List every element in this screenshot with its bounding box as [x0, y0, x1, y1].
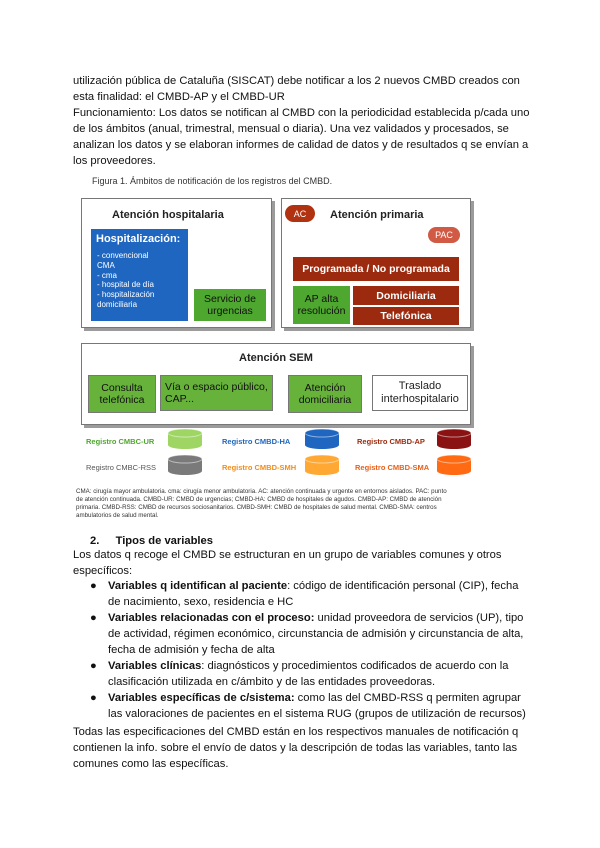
text-line: Todas las especificaciones del CMBD están en los respectivos manuales de notificación q — [73, 726, 519, 738]
high-resolution-box — [293, 286, 350, 324]
transfer-box — [372, 375, 468, 411]
box-label: telefónica — [99, 394, 145, 406]
box-label: Vía o espacio público, — [165, 381, 268, 393]
item-bold: Variables clínicas — [108, 660, 202, 672]
closing-paragraph — [73, 724, 533, 772]
item-bold: Variables específicas de c/sistema: — [108, 692, 295, 704]
list-item — [88, 578, 528, 610]
hospitalization-item: - hospital de día — [97, 280, 154, 290]
section-intro — [73, 547, 533, 579]
legend-label: Registro CMBC-UR — [86, 437, 155, 446]
legend-label: Registro CMBD-SMH — [222, 463, 297, 472]
hospitalization-item: - convencional — [97, 251, 149, 260]
item-text: : diagnósticos y procedimientos codificados de acuerdo con la — [201, 660, 509, 672]
item-text: : código de identificación personal (CIP), fecha — [287, 580, 519, 592]
hospitalization-item: domiciliaria — [97, 299, 138, 309]
hospitalization-item: - hospitalización — [97, 290, 155, 300]
text-line: específicos: — [73, 565, 133, 577]
text-line: esta finalidad: el CMBD-AP y el CMBD-UR — [73, 91, 285, 103]
list-item — [88, 658, 528, 690]
item-bold: Variables q identifican al paciente — [108, 580, 288, 592]
text-line: de los ámbitos (anual, trimestral, mensual o diaria). Una vez validados y procesados, se — [73, 123, 509, 135]
scheduled-box: Programada / No programada — [293, 257, 459, 281]
item-text: las valoraciones de pacientes en el sistema RUG (grupos de utilización de recursos) — [108, 708, 526, 720]
box-label: resolución — [297, 305, 346, 317]
text-line: comunes como las específicas. — [73, 758, 229, 770]
bullet-icon: ● — [90, 692, 97, 704]
section-number: 2. — [90, 535, 100, 547]
ac-badge: AC — [285, 205, 315, 222]
box-label: AP alta — [304, 293, 339, 305]
phone-consult-box — [88, 375, 156, 413]
legend-label: Registro CMBD-AP — [357, 437, 425, 446]
box-label: Consulta — [101, 382, 143, 394]
item-text: fecha de admisión y fecha de alta — [108, 644, 275, 656]
bullet-icon: ● — [90, 660, 97, 672]
text-line: Los datos q recoge el CMBD se estructuran en un grupo de variables comunes y otros — [73, 549, 502, 561]
database-icon — [437, 455, 471, 475]
hospitalization-item: CMA — [97, 260, 115, 270]
legend-label: Registro CMBD-SMA — [355, 463, 430, 472]
public-space-box — [160, 375, 273, 411]
figure-note — [76, 488, 528, 520]
bullet-icon: ● — [90, 580, 97, 592]
database-icon — [168, 455, 202, 475]
emergency-service-box — [194, 289, 266, 321]
box-label: interhospitalario — [381, 393, 459, 405]
primary-care-title: Atención primaria — [330, 209, 424, 221]
item-bold: Variables relacionadas con el proceso: — [108, 612, 315, 624]
hospitalization-box — [91, 229, 188, 321]
figure-caption: Figura 1. Ámbitos de notificación de los registros del CMBD. — [92, 176, 333, 186]
box-label: CAP... — [165, 393, 194, 405]
text-line: contienen la info. sobre el envío de datos y la descripción de todas las variables, tanto las — [73, 742, 518, 754]
note-line: primaria. CMBD-RSS: CMBD de recursos sociosanitarios. CMBD-SMH: CMBD de hospitales de salud mental. CMBD-SMA: centros — [76, 504, 437, 511]
intro-paragraph — [73, 73, 533, 169]
list-item — [88, 610, 528, 658]
box-label: domiciliaria — [298, 394, 352, 406]
note-line: de atención continuada. CMBD-UR: CMBD de urgencias; CMBD-HA: CMBD de hospitales de agudos. CMBD-AP: CMBD de atención — [76, 496, 442, 503]
variables-list — [88, 578, 528, 722]
primary-care-panel — [281, 198, 471, 328]
item-text: clasificación utilizada en c/ámbito y de las entidades proveedoras. — [108, 676, 436, 688]
item-text: como las del CMBD-RSS q permiten agrupar — [294, 692, 521, 704]
home-care-box: Domiciliaria — [353, 286, 459, 305]
note-line: CMA: cirugía mayor ambulatoria. cma: cirugía menor ambulatoria. AC: atención continuada y urgente en entornos aislados. PAC: punto — [76, 488, 447, 495]
section-heading — [90, 535, 213, 547]
bullet-icon: ● — [90, 612, 97, 624]
text-line: analizan los datos y se elaboran informes de calidad de datos y de resultados q se envían a — [73, 139, 529, 151]
box-label: Servicio de — [204, 293, 256, 305]
text-line: Funcionamiento: Los datos se notifican al CMBD con la periodicidad establecida p/cada uno — [73, 107, 530, 119]
sem-care-title: Atención SEM — [239, 352, 313, 364]
hospitalization-item: - cma — [97, 270, 117, 280]
note-line: ambulatorios de salud mental. — [76, 512, 159, 519]
box-label: Traslado — [398, 380, 442, 392]
list-item — [88, 690, 528, 722]
database-icon — [168, 429, 202, 449]
section-title: Tipos de variables — [115, 535, 213, 547]
item-text: de actividad, régimen económico, circunstancia de admisión y circunstancia de alta, — [108, 628, 524, 640]
hospitalization-title: Hospitalización: — [96, 233, 181, 245]
hospital-care-title: Atención hospitalaria — [112, 209, 224, 221]
legend-label: Registro CMBD-HA — [222, 437, 291, 446]
sem-care-panel — [81, 343, 471, 425]
pac-badge: PAC — [428, 227, 460, 243]
box-label: urgencias — [207, 305, 253, 317]
sem-home-care-box — [288, 375, 362, 413]
item-text: unidad proveedora de servicios (UP), tipo — [314, 612, 524, 624]
phone-care-box: Telefónica — [353, 307, 459, 325]
legend-label: Registro CMBC-RSS — [86, 463, 157, 472]
database-icon — [437, 429, 471, 449]
hospital-care-panel — [81, 198, 272, 328]
text-line: los proveedores. — [73, 155, 156, 167]
item-text: de nacimiento, sexo, residencia e HC — [108, 596, 294, 608]
box-label: Atención — [304, 382, 346, 394]
database-icon — [305, 455, 339, 475]
text-line: utilización pública de Cataluña (SISCAT) debe notificar a los 2 nuevos CMBD creados con — [73, 75, 520, 87]
database-icon — [305, 429, 339, 449]
